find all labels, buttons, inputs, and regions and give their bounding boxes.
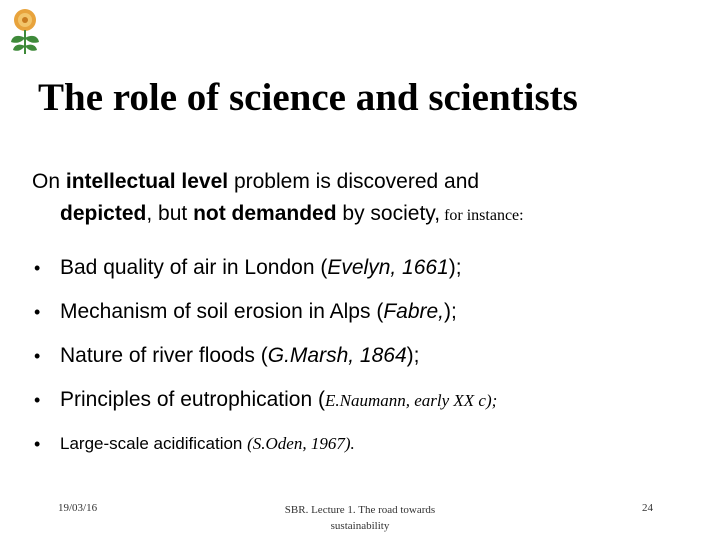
list-item: [32, 422, 712, 466]
intro-bold-text: intellectual level: [65, 170, 229, 193]
intro-text: , but: [146, 202, 194, 225]
list-item-text: Nature of river floods (: [60, 344, 268, 367]
list-item-reference: E.Naumann, early XX c);: [324, 391, 498, 410]
footer-title-line: sustainability: [330, 520, 390, 532]
intro-paragraph: [32, 166, 702, 232]
bullet-icon: •: [34, 258, 41, 278]
intro-text: problem is discovered and: [228, 170, 480, 193]
intro-small-text: for instance:: [440, 207, 524, 224]
list-item-text: Principles of eutrophication (: [60, 388, 325, 411]
list-item-reference: Fabre,: [383, 300, 445, 323]
bullet-icon: •: [34, 390, 41, 410]
flower-logo-icon: [8, 8, 42, 56]
intro-bold-text: depicted: [60, 202, 147, 225]
list-item-text: Large-scale acidification: [60, 434, 248, 453]
list-item-text-end: );: [406, 344, 420, 367]
list-item-text: Bad quality of air in London (: [60, 256, 328, 279]
bullet-icon: •: [34, 434, 41, 454]
bullet-icon: •: [34, 302, 41, 322]
list-item: [32, 290, 712, 334]
page-number: 24: [642, 502, 653, 514]
footer-title-line: SBR. Lecture 1. The road towards: [284, 504, 436, 516]
list-item-reference: (S.Oden, 1967).: [247, 434, 355, 453]
list-item: [32, 378, 712, 422]
footer-title: [240, 502, 480, 534]
list-item-text-end: );: [448, 256, 462, 279]
intro-text: by society,: [336, 202, 441, 225]
intro-text: On: [32, 170, 66, 193]
bullet-icon: •: [34, 346, 41, 366]
list-item-text: Mechanism of soil erosion in Alps (: [60, 300, 384, 323]
list-item-reference: Evelyn, 1661: [327, 256, 449, 279]
intro-bold-text: not demanded: [193, 202, 337, 225]
list-item: [32, 334, 712, 378]
slide-title: The role of science and scientists: [38, 76, 578, 119]
bullet-list: [32, 246, 712, 466]
list-item: [32, 246, 712, 290]
list-item-text-end: );: [444, 300, 457, 323]
list-item-reference: G.Marsh, 1864: [267, 344, 407, 367]
footer-date: 19/03/16: [58, 502, 98, 514]
